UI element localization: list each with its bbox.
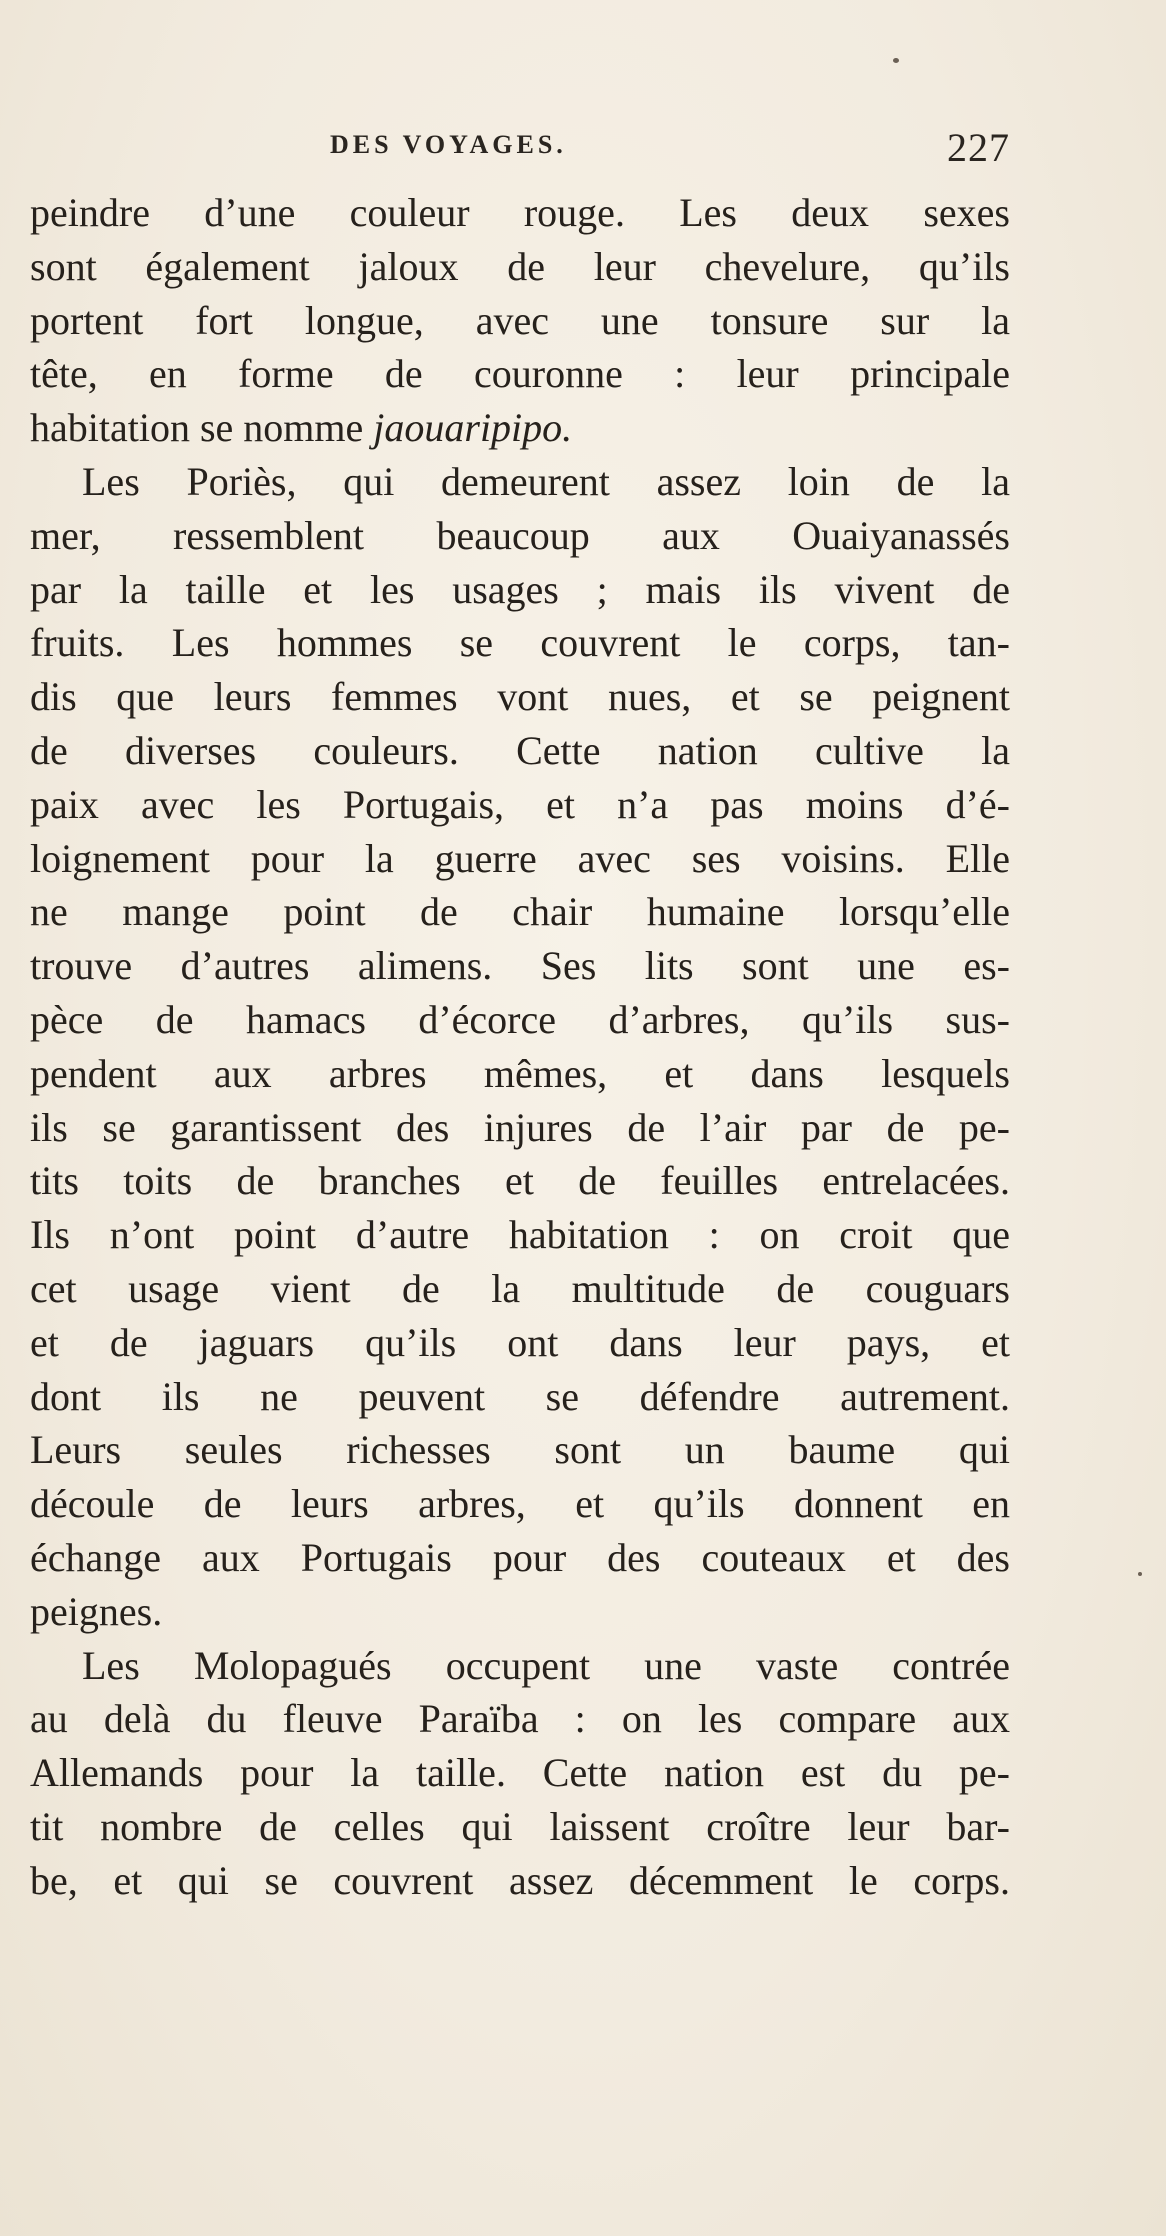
text-line <box>30 401 1010 455</box>
text-line: Leurs seules richesses sont un baume qui <box>30 1427 1010 1473</box>
text-line: et de jaguars qu’ils ont dans leur pays, et <box>30 1319 1010 1365</box>
text-line: fruits. Les hommes se couvrent le corps, tan- <box>30 620 1010 666</box>
running-head: DES VOYAGES. <box>330 130 567 159</box>
text-line: tête, en forme de couronne : leur principale <box>30 351 1010 397</box>
text-line: portent fort longue, avec une tonsure sur la <box>30 297 1010 343</box>
text-line: par la taille et les usages ; mais ils vivent de <box>30 566 1010 612</box>
text-line: de diverses couleurs. Cette nation cultive la <box>30 727 1010 773</box>
text-line: be, et qui se couvrent assez décemment le corps. <box>30 1857 1010 1903</box>
text-line: Allemands pour la taille. Cette nation est du pe- <box>30 1750 1010 1796</box>
ink-speck <box>893 58 899 63</box>
text-line: ne mange point de chair humaine lorsqu’elle <box>30 889 1010 935</box>
text-line: loignement pour la guerre avec ses voisins. Elle <box>30 835 1010 881</box>
text-line: sont également jaloux de leur chevelure, qu’ils <box>30 243 1010 289</box>
ink-speck <box>1138 1572 1142 1576</box>
text-line: peignes. <box>30 1588 163 1634</box>
text-line: pendent aux arbres mêmes, et dans lesquels <box>30 1050 1010 1096</box>
text-line: Les Molopagués occupent une vaste contrée <box>82 1642 1010 1688</box>
text-line: mer, ressemblent beaucoup aux Ouaiyanassés <box>30 512 1010 558</box>
body-text <box>30 186 1010 1908</box>
text-line: ils se garantissent des injures de l’air par de pe- <box>30 1104 1010 1150</box>
text-line: peindre d’une couleur rouge. Les deux sexes <box>30 190 1010 235</box>
text-line: échange aux Portugais pour des couteaux et des <box>30 1534 1010 1580</box>
page-number: 227 <box>947 125 1010 170</box>
text-line: pèce de hamacs d’écorce d’arbres, qu’ils sus- <box>30 996 1010 1042</box>
text-line: dont ils ne peuvent se défendre autrement. <box>30 1373 1010 1419</box>
italic-term: jaouaripipo. <box>373 405 573 451</box>
text-run: habitation se nomme <box>30 405 374 451</box>
text-line: tit nombre de celles qui laissent croître leur bar- <box>30 1803 1010 1849</box>
text-line: au delà du fleuve Paraïba : on les compare aux <box>30 1696 1010 1742</box>
page-header <box>30 124 1010 174</box>
text-line: trouve d’autres alimens. Ses lits sont une es- <box>30 943 1010 989</box>
text-line: dis que leurs femmes vont nues, et se peignent <box>30 674 1010 720</box>
text-line: Ils n’ont point d’autre habitation : on croit que <box>30 1212 1010 1258</box>
text-line: tits toits de branches et de feuilles entrelacées. <box>30 1158 1010 1204</box>
text-line: découle de leurs arbres, et qu’ils donnent en <box>30 1481 1010 1527</box>
text-line: cet usage vient de la multitude de couguars <box>30 1265 1010 1311</box>
text-line: Les Poriès, qui demeurent assez loin de la <box>82 458 1010 504</box>
text-line: paix avec les Portugais, et n’a pas moins d’é- <box>30 781 1010 827</box>
